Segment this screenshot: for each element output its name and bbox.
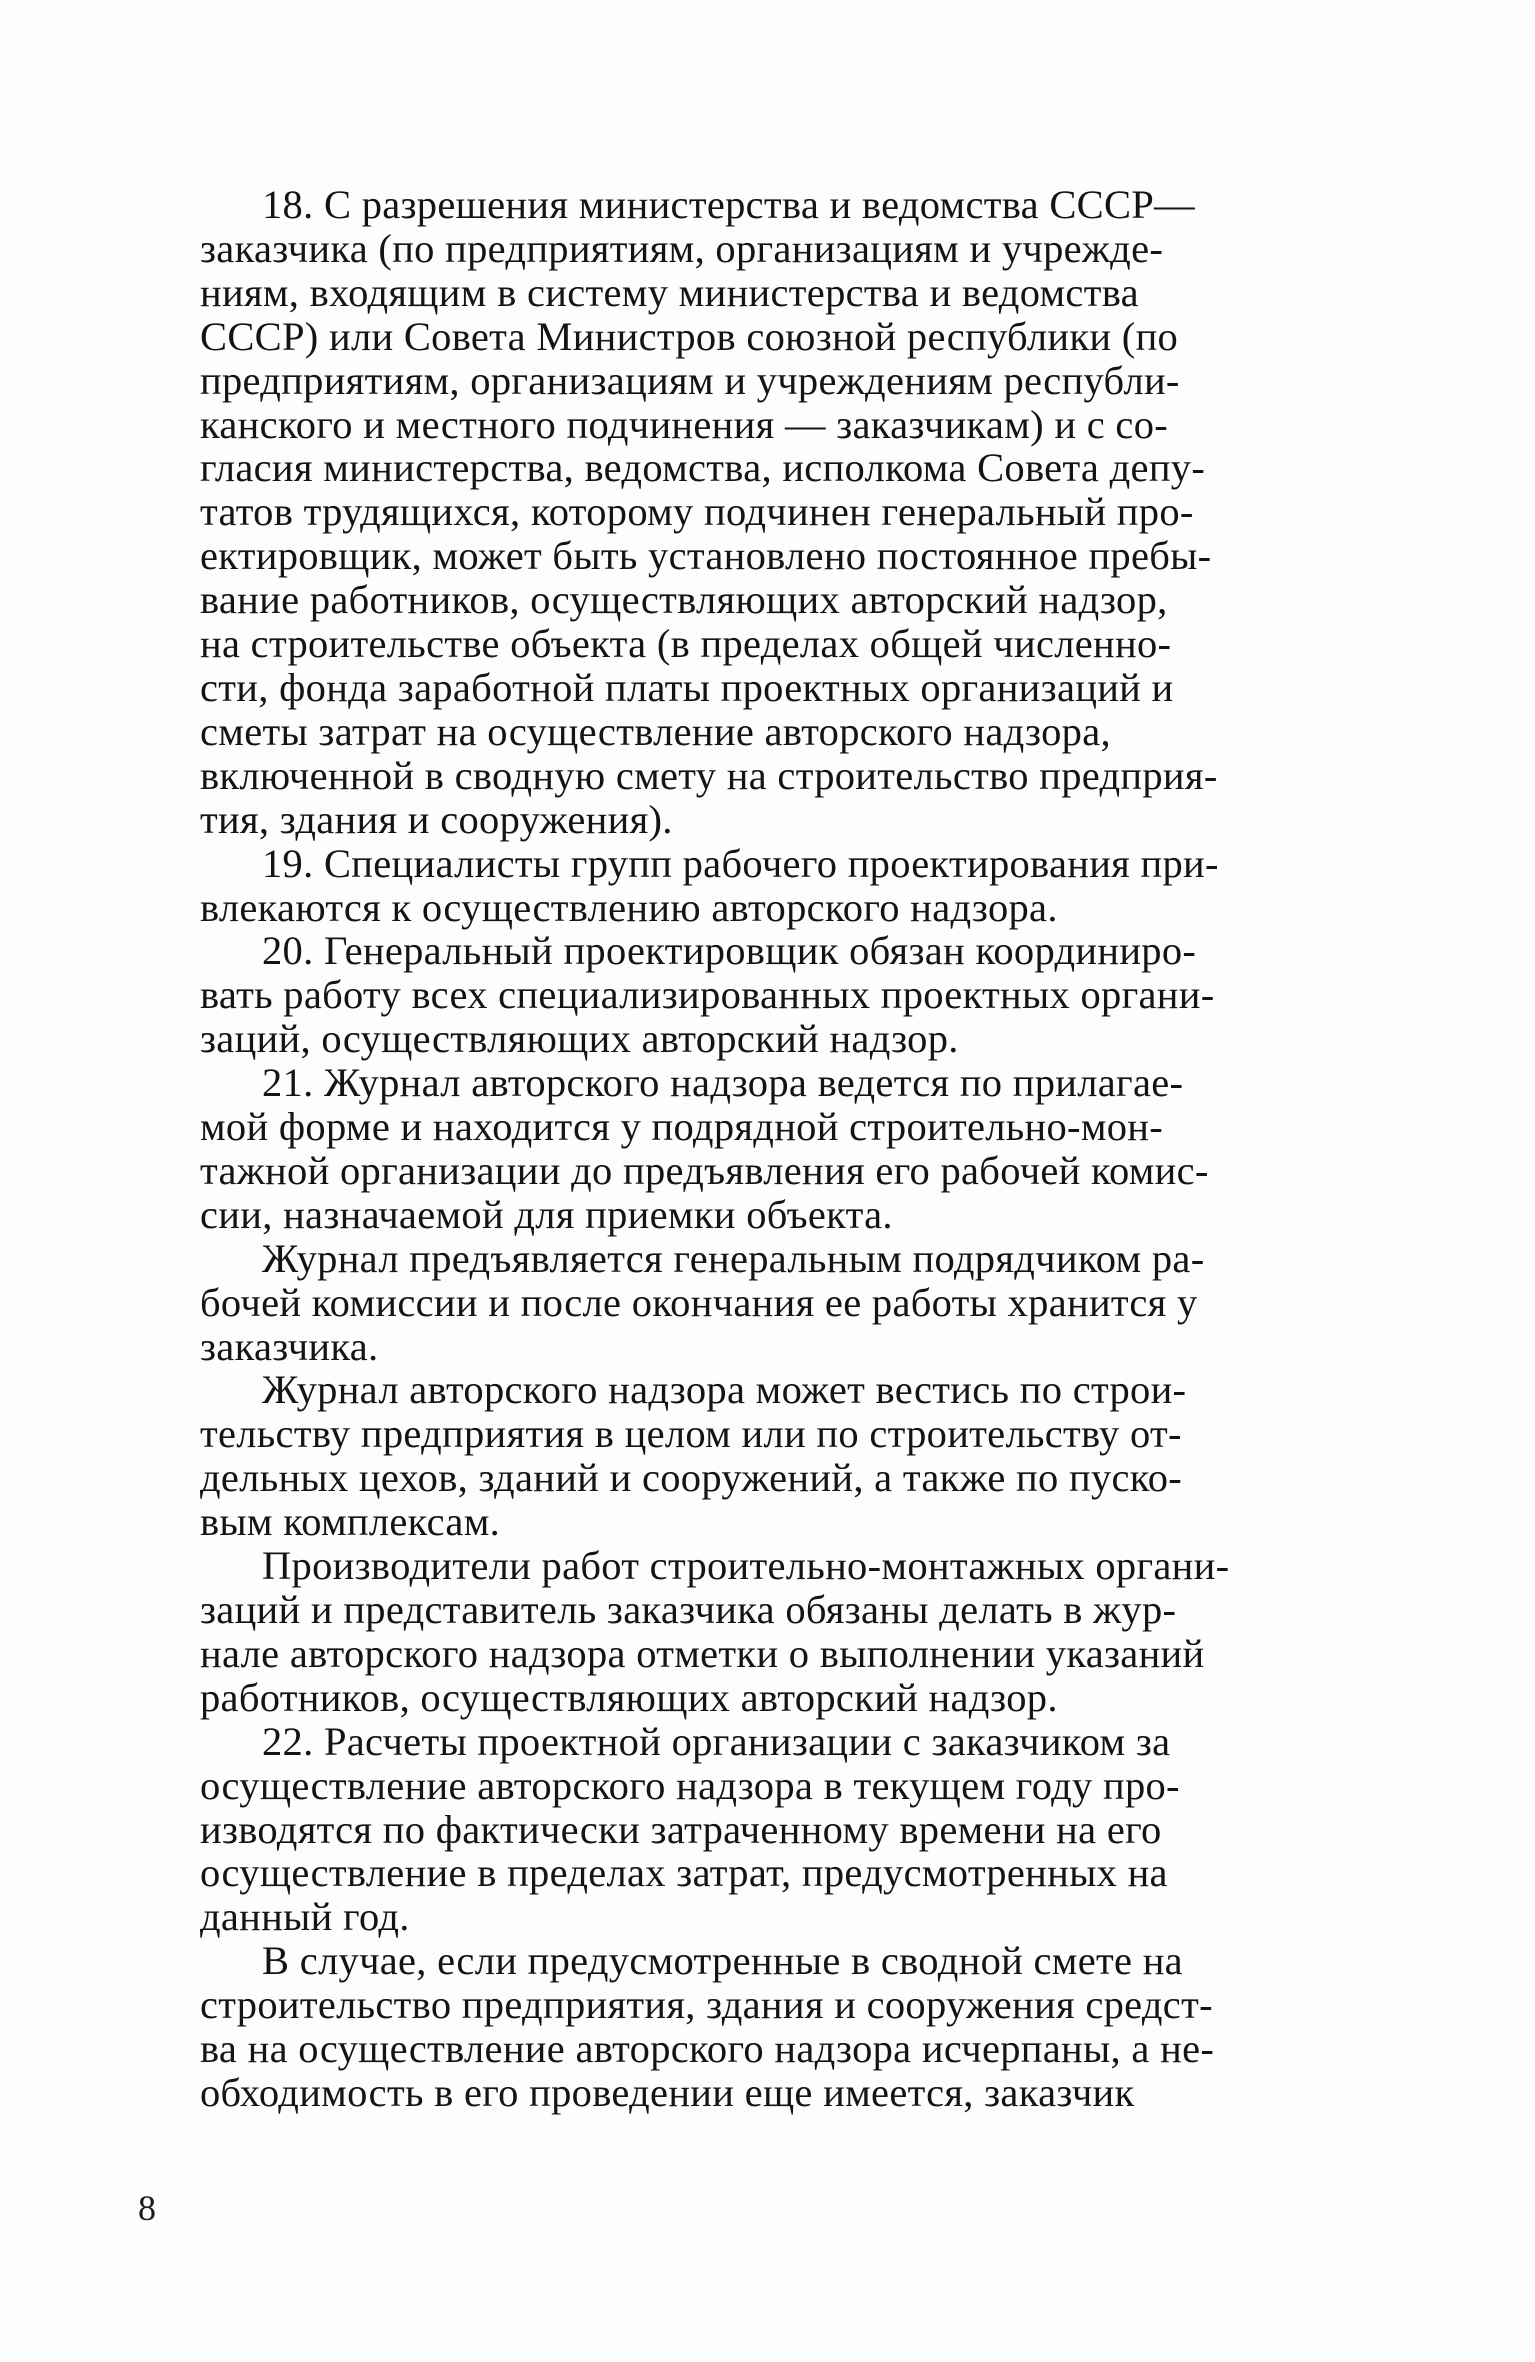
body-text [200, 183, 1360, 2115]
paragraph-20: 20. Генеральный проектировщик обязан координиро- вать работу всех специализированных проектных органи- заций, осуществляющих авторский надзор. [200, 928, 1215, 1062]
paragraph-21-journal-notes: Производители работ строительно-монтажных органи- заций и представитель заказчика обязаны делать в жур- нале авторского надзора отметки о выполнении указаний работников, осуществляющих авторский надзор. [200, 1543, 1230, 1720]
page-number: 8 [138, 2188, 156, 2228]
paragraph-22: 22. Расчеты проектной организации с заказчиком за осуществление авторского надзора в текущем году про- изводятся по фактически затраченному времени на его осуществление в пределах затрат, предусмотренных на данный год. [200, 1718, 1180, 1940]
paragraph-19: 19. Специалисты групп рабочего проектирования при- влекаются к осуществлению авторского надзора. [200, 840, 1219, 930]
paragraph-21: 21. Журнал авторского надзора ведется по прилагае- мой форме и находится у подрядной строительно-мон- тажной организации до предъявления его рабочей комис- сии, назначаемой для приемки объекта. [200, 1060, 1209, 1237]
paragraph-18: 18. С разрешения министерства и ведомства СССР— заказчика (по предприятиям, организациям и учрежде- ниям, входящим в систему министерства и ведомства СССР) или Совета Министров союзной республики (по предприятиям, организациям и учреждениям республи- канского и местного подчинения — заказчикам) и с со- гласия министерства, ведомства, исполкома Совета депу- татов трудящихся, которому подчинен генеральный про- ектировщик, может быть установлено постоянное пребы- вание работников, осуществляющих авторский надзор, на строительстве объекта (в пределах общей численно- сти, фонда заработной платы проектных организаций и сметы затрат на осуществление авторского надзора, включенной в сводную смету на строительство предприя- тия, здания и сооружения). [200, 182, 1218, 842]
paragraph-21-journal-presentation: Журнал предъявляется генеральным подрядчиком ра- бочей комиссии и после окончания ее работы хранится у заказчика. [200, 1235, 1205, 1369]
paragraph-22-exhausted-funds: В случае, если предусмотренные в сводной смете на строительство предприятия, здания и сооружения средст- ва на осуществление авторского надзора исчерпаны, а не- обходимость в его проведении еще имеется, заказчик [200, 1938, 1215, 2115]
paragraph-21-journal-scope: Журнал авторского надзора может вестись по строи- тельству предприятия в целом или по строительству от- дельных цехов, зданий и сооружений, а также по пуско- вым комплексам. [200, 1367, 1187, 1545]
